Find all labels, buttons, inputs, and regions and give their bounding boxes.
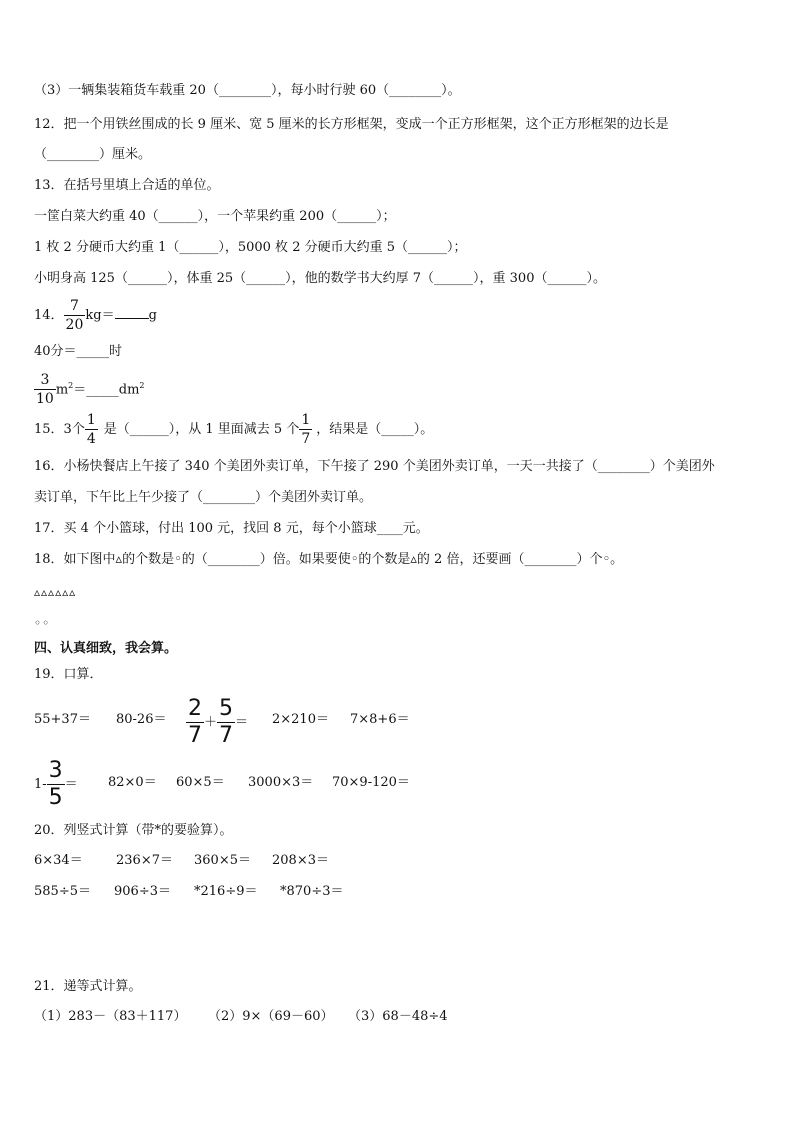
q20-title: 20．列竖式计算（带*的要验算）。 <box>34 823 233 838</box>
fraction-numerator: 1 <box>301 412 311 428</box>
q20-row2-d: *870÷3＝ <box>280 884 344 899</box>
q15-line <box>34 410 433 450</box>
q19-row2-c: 60×5＝ <box>176 775 225 790</box>
q19-fraction-c <box>47 760 65 809</box>
fraction-denominator: 4 <box>86 431 96 447</box>
q21-item-2: （2）9×（69－60） <box>208 1009 334 1024</box>
q13-line2: 1 枚 2 分硬币大约重 1（______），5000 枚 2 分硬币大约重 5（______）； <box>34 240 467 255</box>
q14-fraction-2 <box>34 373 56 406</box>
fraction-numerator: 2 <box>188 696 202 721</box>
q14-fraction-1 <box>64 299 86 332</box>
q19-title: 19．口算． <box>34 667 103 682</box>
q19-row1-a: 55+37＝ <box>34 712 91 727</box>
fraction-numerator: 7 <box>70 298 79 314</box>
q13-title: 13．在括号里填上合适的单位。 <box>34 178 220 193</box>
fraction-numerator: 3 <box>40 372 50 389</box>
fraction-denominator: 7 <box>301 431 311 447</box>
equals-sign: ＝ <box>64 777 78 792</box>
q21-title: 21．递等式计算。 <box>34 979 142 994</box>
q12-line1: 12．把一个用铁丝围成的长 9 厘米、宽 5 厘米的长方形框架，变成一个正方形框架，这个正方形框架的边长是 <box>34 117 669 132</box>
fraction-denominator: 10 <box>36 391 54 408</box>
q14-blank-unit: g <box>148 308 157 323</box>
q19-row2-b: 82×0＝ <box>108 775 157 790</box>
q19-row1-e: 7×8+6＝ <box>350 712 410 727</box>
q14-sup-a: 2 <box>68 381 74 390</box>
q18-triangles: ▵▵▵▵▵▵ <box>34 585 77 599</box>
q19-fraction-b <box>217 698 235 747</box>
q11-part3: （3）一辆集装箱货车载重 20（________），每小时行驶 60（________）。 <box>34 83 461 98</box>
q19-row2-e: 70×9-120＝ <box>332 775 410 790</box>
q14-unit: kg＝ <box>85 308 115 323</box>
q14-sup-b: 2 <box>139 381 145 390</box>
q20-row1-c: 360×5＝ <box>194 853 251 868</box>
q15-fraction-2 <box>299 413 312 446</box>
q15-mid: 是（______），从 1 里面减去 5 个 <box>103 422 300 437</box>
q14-unit-a: m <box>55 382 69 398</box>
q14-number: 14． <box>34 308 64 323</box>
q19-row1-d: 2×210＝ <box>272 712 329 727</box>
fraction-denominator: 7 <box>219 723 234 748</box>
q20-row2-a: 585÷5＝ <box>34 884 91 899</box>
q20-row2-c: *216÷9＝ <box>194 884 258 899</box>
q15-pre: 15．3个 <box>34 422 85 437</box>
q14-line2: 40分＝_____时 <box>34 344 123 359</box>
q19-row1-c <box>186 698 248 747</box>
fraction-numerator: 3 <box>48 758 63 783</box>
q19-row2-d: 3000×3＝ <box>248 775 314 790</box>
q19-row1-b: 80-26＝ <box>116 712 167 727</box>
q20-row2-b: 906÷3＝ <box>114 884 171 899</box>
q16-line1: 16．小杨快餐店上午接了 340 个美团外卖订单，下午接了 290 个美团外卖订单，一天一共接了（________）个美团外 <box>34 459 715 474</box>
plus-sign: ＋ <box>204 715 218 730</box>
q13-line3: 小明身高 125（______），体重 25（______），他的数学书大约厚 7（______），重 300（______）。 <box>34 271 606 286</box>
q17-line: 17．买 4 个小篮球，付出 100 元，找回 8 元，每个小篮球____元。 <box>34 521 429 536</box>
answer-blank[interactable] <box>115 306 149 319</box>
q15-fraction-1 <box>85 413 98 446</box>
q13-line1: 一筐白菜大约重 40（______），一个苹果约重 200（______）； <box>34 209 396 224</box>
fraction-denominator: 5 <box>48 785 63 810</box>
q14-line3 <box>34 366 145 410</box>
q20-row1-a: 6×34＝ <box>34 853 83 868</box>
section-4-heading: 四、认真细致，我会算。 <box>34 641 178 656</box>
q19-fraction-a <box>186 698 204 747</box>
fraction-denominator: 20 <box>65 317 84 333</box>
q18-circles: ◦◦ <box>34 616 51 630</box>
q20-row1-b: 236×7＝ <box>116 853 173 868</box>
fraction-numerator: 1 <box>86 412 96 428</box>
q15-post: ，结果是（_____）。 <box>316 422 434 437</box>
q18-line: 18．如下图中▵的个数是◦的（________）倍。如果要使◦的个数是▵的 2 倍，还要画（________）个◦。 <box>34 552 624 567</box>
fraction-numerator: 5 <box>219 696 234 721</box>
q19-row2-pre: 1- <box>34 777 47 792</box>
q14-eq: ＝_____dm <box>73 382 140 398</box>
fraction-denominator: 7 <box>188 723 202 748</box>
q21-item-3: （3）68－48÷4 <box>348 1009 448 1024</box>
q19-row2-a <box>34 760 78 809</box>
q12-line2: （________）厘米。 <box>34 147 152 162</box>
equals-sign: ＝ <box>235 715 249 730</box>
q16-line2: 卖订单，下午比上午少接了（________）个美团外卖订单。 <box>34 490 373 505</box>
q14-line1 <box>34 296 157 336</box>
q20-row1-d: 208×3＝ <box>272 853 329 868</box>
q21-item-1: （1）283－（83＋117） <box>34 1009 187 1024</box>
